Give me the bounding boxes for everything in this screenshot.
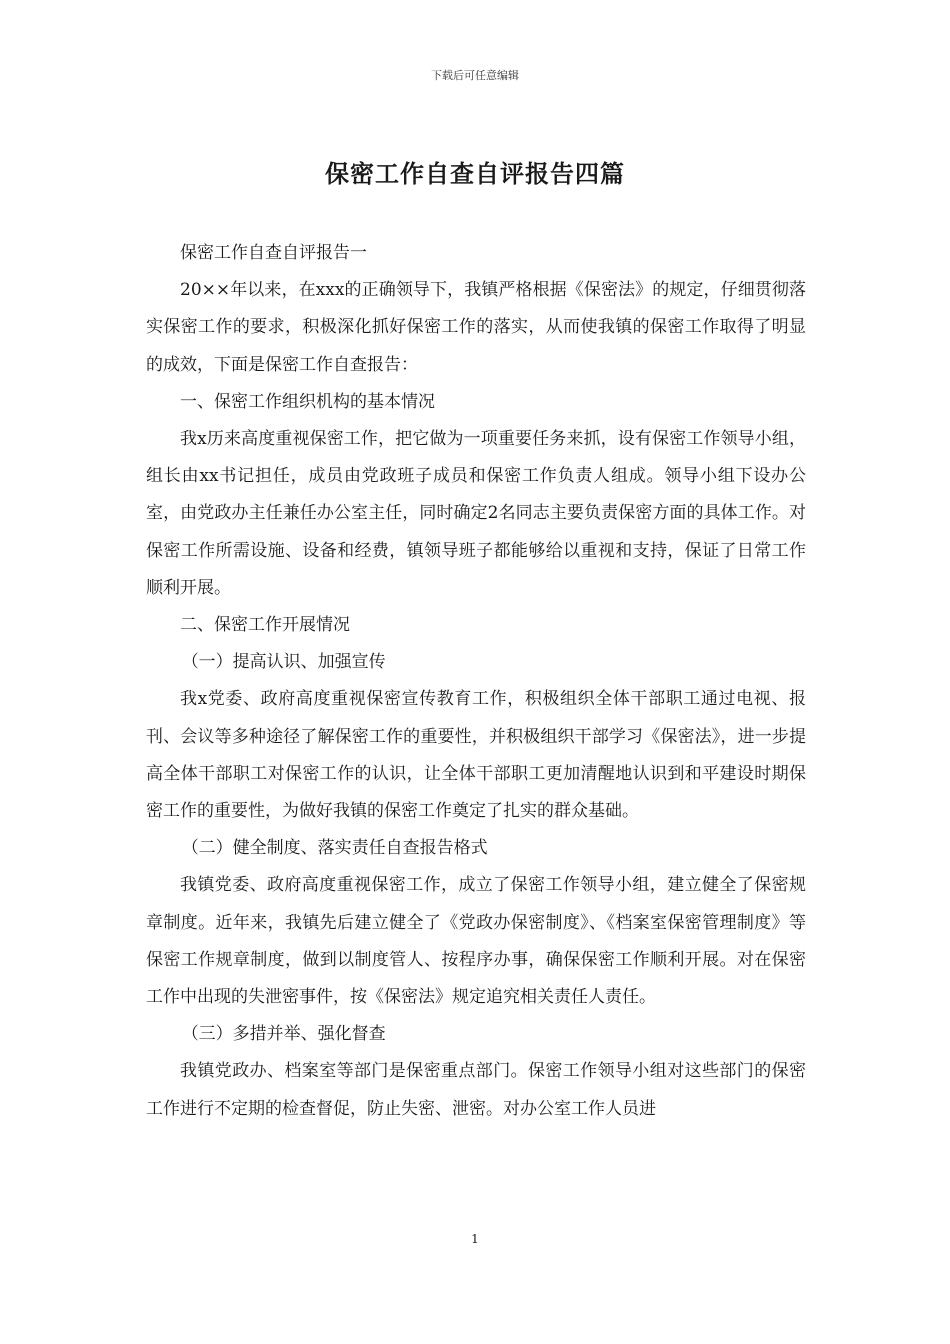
intro-paragraph: 20××年以来，在xxx的正确领导下，我镇严格根据《保密法》的规定，仔细贯彻落实保密工作的要求，积极深化抓好保密工作的落实，从而使我镇的保密工作取得了明显的成效，下面是保密工作自查报告： [146, 280, 806, 375]
section-heading-1: 一、保密工作组织机构的基本情况 [180, 391, 435, 412]
subsection-heading-3: （三）多措并举、强化督查 [181, 1024, 386, 1045]
document-body [146, 235, 806, 1128]
subsection-1-paragraph: 我x党委、政府高度重视保密宣传教育工作，积极组织全体干部职工通过电视、报刊、会议等多种途径了解保密工作的重要性，并积极组织干部学习《保密法》，进一步提高全体干部职工对保密工作的认识，让全体干部职工更加清醒地认识到和平建设时期保密工作的重要性，为做好我镇的保密工作奠定了扎实的群众基础。 [146, 689, 806, 822]
section-1-paragraph: 我x历来高度重视保密工作，把它做为一项重要任务来抓，设有保密工作领导小组，组长由xx书记担任，成员由党政班子成员和保密工作负责人组成。领导小组下设办公室，由党政办主任兼任办公室主任，同时确定2名同志主要负责保密方面的具体工作。对保密工作所需设施、设备和经费，镇领导班子都能够给以重视和支持，保证了日常工作顺利开展。 [146, 429, 806, 598]
page-number: 1 [471, 1232, 479, 1246]
subsection-heading-2: （二）健全制度、落实责任自查报告格式 [181, 838, 488, 859]
subsection-3-paragraph: 我镇党政办、档案室等部门是保密重点部门。保密工作领导小组对这些部门的保密工作进行不定期的检查督促，防止失密、泄密。对办公室工作人员进 [146, 1061, 806, 1119]
section-heading-2: 二、保密工作开展情况 [180, 615, 350, 636]
page-header-note: 下载后可任意编辑 [431, 69, 519, 82]
subsection-heading-1: （一）提高认识、加强宣传 [181, 652, 386, 673]
subsection-2-paragraph: 我镇党委、政府高度重视保密工作，成立了保密工作领导小组，建立健全了保密规章制度。近年来，我镇先后建立健全了《党政办保密制度》、《档案室保密管理制度》等保密工作规章制度，做到以制度管人、按程序办事，确保保密工作顺利开展。对在保密工作中出现的失泄密事件，按《保密法》规定追究相关责任人责任。 [146, 875, 806, 1008]
document-title: 保密工作自查自评报告四篇 [325, 159, 625, 188]
report-subtitle: 保密工作自查自评报告一 [180, 243, 367, 263]
